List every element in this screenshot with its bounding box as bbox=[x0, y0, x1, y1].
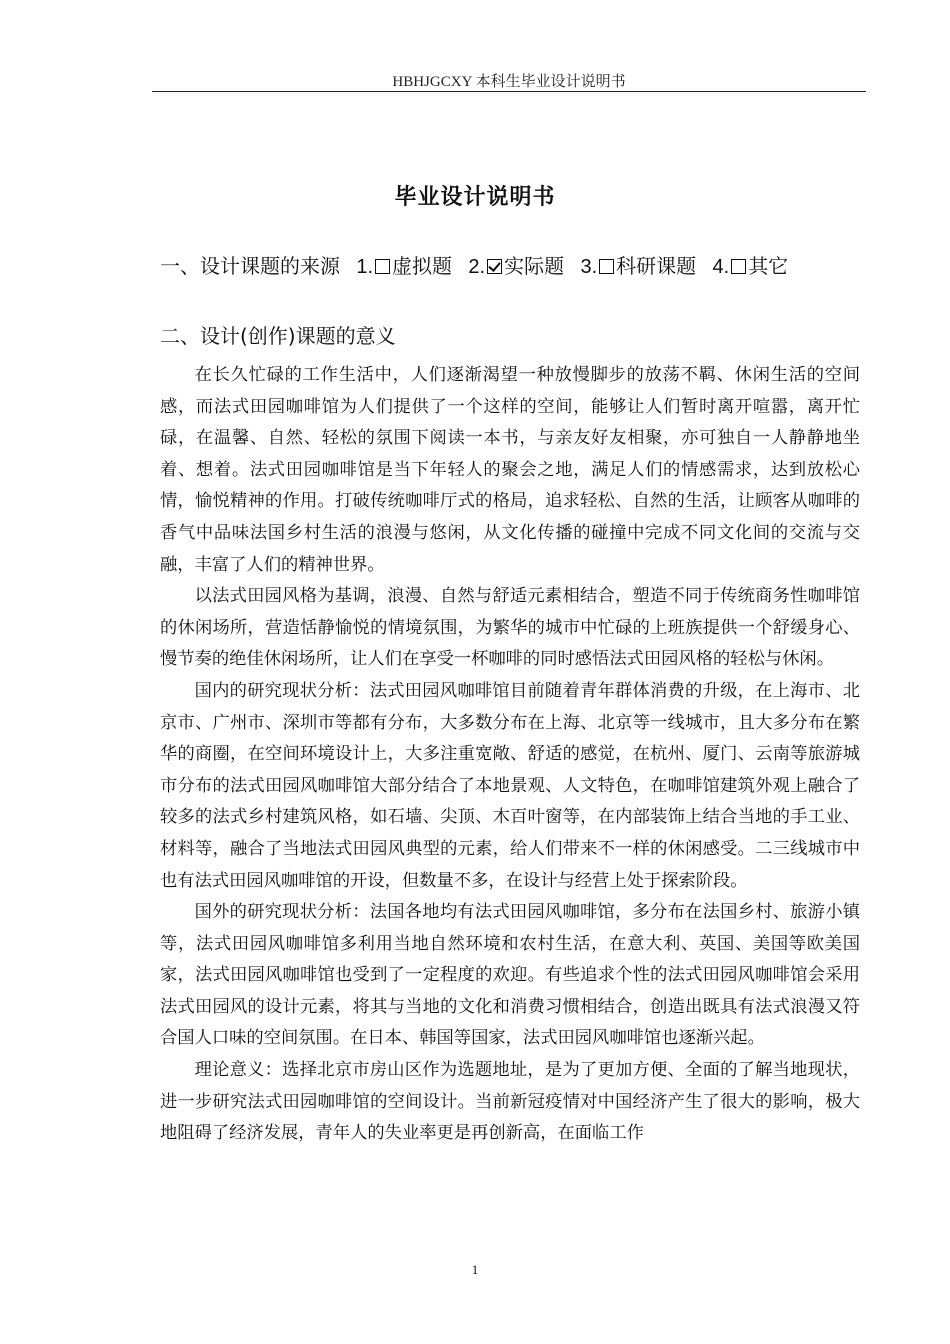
paragraph: 在长久忙碌的工作生活中，人们逐渐渴望一种放慢脚步的放荡不羁、休闲生活的空间感，而法式田园咖啡馆为人们提供了一个这样的空间，能够让人们暂时离开喧嚣，离开忙碌，在温馨、自然、轻松的氛围下阅读一本书，与亲友好友相聚，亦可独自一人静静地坐着、想着。法式田园咖啡馆是当下年轻人的聚会之地，满足人们的情感需求，达到放松心情，愉悦精神的作用。打破传统咖啡厅式的格局，追求轻松、自然的生活，让顾客从咖啡的香气中品味法国乡村生活的浪漫与悠闲，从文化传播的碰撞中完成不同文化间的交流与交融，丰富了人们的精神世界。 bbox=[160, 365, 860, 575]
option-label: 虚拟题 bbox=[392, 254, 453, 278]
paragraph: 理论意义：选择北京市房山区作为选题地址，是为了更加方便、全面的了解当地现状，进一步研究法式田园咖啡馆的空间设计。当前新冠疫情对中国经济产生了很大的影响，极大地阻碍了经济发展，青年人的失业率更是再创新高，在面临工作 bbox=[160, 1060, 860, 1144]
option-other bbox=[713, 254, 789, 278]
checkbox-unchecked-icon bbox=[375, 259, 390, 274]
paragraph: 国外的研究现状分析：法国各地均有法式田园风咖啡馆，多分布在法国乡村、旅游小镇等，法式田园风咖啡馆多利用当地自然环境和农村生活，在意大利、英国、美国等欧美国家，法式田园风咖啡馆也受到了一定程度的欢迎。有些追求个性的法式田园风咖啡馆会采用法式田园风的设计元素，将其与当地的文化和消费习惯相结合，创造出既具有法式浪漫又符合国人口味的空间氛围。在日本、韩国等国家，法式田园风咖啡馆也逐渐兴起。 bbox=[160, 902, 860, 1049]
section-source-heading: 一、设计课题的来源 bbox=[160, 254, 340, 278]
option-number: 3. bbox=[580, 256, 598, 278]
header-rule bbox=[152, 91, 866, 92]
option-label: 实际题 bbox=[504, 254, 565, 278]
option-label: 科研课题 bbox=[616, 254, 697, 278]
paragraph: 国内的研究现状分析：法式田园风咖啡馆目前随着青年群体消费的升级，在上海市、北京市、广州市、深圳市等都有分布，大多数分布在上海、北京等一线城市，且大多分布在繁华的商圈，在空间环境设计上，大多注重宽敞、舒适的感觉，在杭州、厦门、云南等旅游城市分布的法式田园风咖啡馆大部分结合了本地景观、人文特色，在咖啡馆建筑外观上融合了较多的法式乡村建筑风格，如石墙、尖顶、木百叶窗等，在内部装饰上结合当地的手工业、材料等，融合了当地法式田园风典型的元素，给人们带来不一样的休闲感受。二三线城市中也有法式田园风咖啡馆的开设，但数量不多，在设计与经营上处于探索阶段。 bbox=[160, 680, 860, 891]
option-number: 4. bbox=[712, 256, 730, 278]
paragraph: 以法式田园风格为基调，浪漫、自然与舒适元素相结合，塑造不同于传统商务性咖啡馆的休闲场所，营造恬静愉悦的情境氛围，为繁华的城市中忙碌的上班族提供一个舒缓身心、慢节奏的绝佳休闲场所，让人们在享受一杯咖啡的同时感悟法式田园风格的轻松与休闲。 bbox=[160, 586, 860, 670]
section-source bbox=[160, 250, 880, 279]
running-header: HBHJGCXY 本科生毕业设计说明书 bbox=[392, 74, 626, 90]
option-research bbox=[580, 254, 702, 278]
option-actual bbox=[468, 254, 570, 278]
body-text bbox=[160, 360, 860, 1150]
option-number: 1. bbox=[356, 256, 374, 278]
option-label: 其它 bbox=[748, 254, 789, 278]
checkbox-unchecked-icon bbox=[731, 259, 746, 274]
checkbox-checked-icon bbox=[487, 259, 502, 274]
page-number: 1 bbox=[471, 1262, 479, 1277]
checkbox-unchecked-icon bbox=[599, 259, 614, 274]
option-virtual bbox=[356, 254, 458, 278]
option-number: 2. bbox=[468, 256, 486, 278]
document-title: 毕业设计说明书 bbox=[394, 185, 556, 210]
section-significance-heading: 二、设计(创作)课题的意义 bbox=[160, 324, 396, 348]
